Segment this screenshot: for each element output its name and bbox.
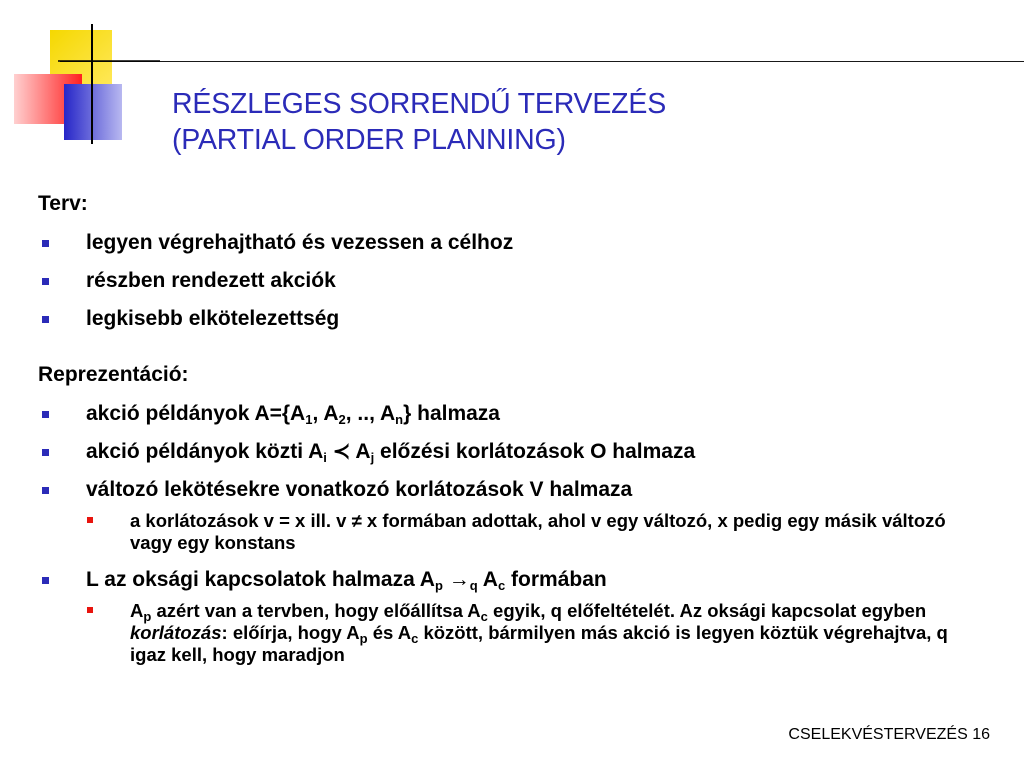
list-item: L az oksági kapcsolatok halmaza $A_p \to_q$ $A_c$ formában [38, 568, 998, 592]
sub-list-item: $A_p$ azért van a tervben, hogy előállítsa $A_c$ egyik, q előfeltételét. Az oksági kapcsolat egyben korlátozás: előírja, hogy $A_p$ és $A_c$ között, bármilyen más akció is legyen köztük végrehajtva, q igaz kell, hogy maradjon [38, 600, 980, 666]
square-bullet-icon [87, 607, 93, 613]
list-item: akció példányok közti $A_i$ ≺ $A_j$ előzési korlátozások O halmaza [38, 440, 998, 464]
list-item: részben rendezett akciók [38, 269, 998, 293]
sub-list-item: a korlátozások v = x ill. v ≠ x formában adottak, ahol v egy változó, x pedig egy másik változó vagy egy konstans [38, 510, 980, 554]
title-line-1: RÉSZLEGES SORRENDŰ TERVEZÉS [172, 88, 667, 120]
square-bullet-icon [42, 411, 49, 418]
section-heading-reprezentacio: Reprezentáció: [38, 363, 189, 386]
square-bullet-icon [42, 449, 49, 456]
slide-title [172, 86, 666, 158]
title-line-2: (PARTIAL ORDER PLANNING) [172, 124, 566, 156]
list-item: akció példányok $A=\{A_1$, $A_2$, .., $A_n$} halmaza [38, 402, 998, 426]
square-bullet-icon [87, 517, 93, 523]
decorative-logo [0, 0, 160, 160]
slide-body [38, 192, 998, 666]
square-bullet-icon [42, 487, 49, 494]
title-rule [60, 61, 1024, 62]
list-item: változó lekötésekre vonatkozó korlátozások V halmaza [38, 478, 998, 502]
slide-footer: CSELEKVÉSTERVEZÉS 16 [788, 726, 990, 743]
square-bullet-icon [42, 577, 49, 584]
square-bullet-icon [42, 316, 49, 323]
list-item: legkisebb elkötelezettség [38, 307, 998, 331]
square-bullet-icon [42, 278, 49, 285]
list-item: legyen végrehajtható és vezessen a célhoz [38, 231, 998, 255]
section-heading-terv: Terv: [38, 192, 88, 215]
square-bullet-icon [42, 240, 49, 247]
